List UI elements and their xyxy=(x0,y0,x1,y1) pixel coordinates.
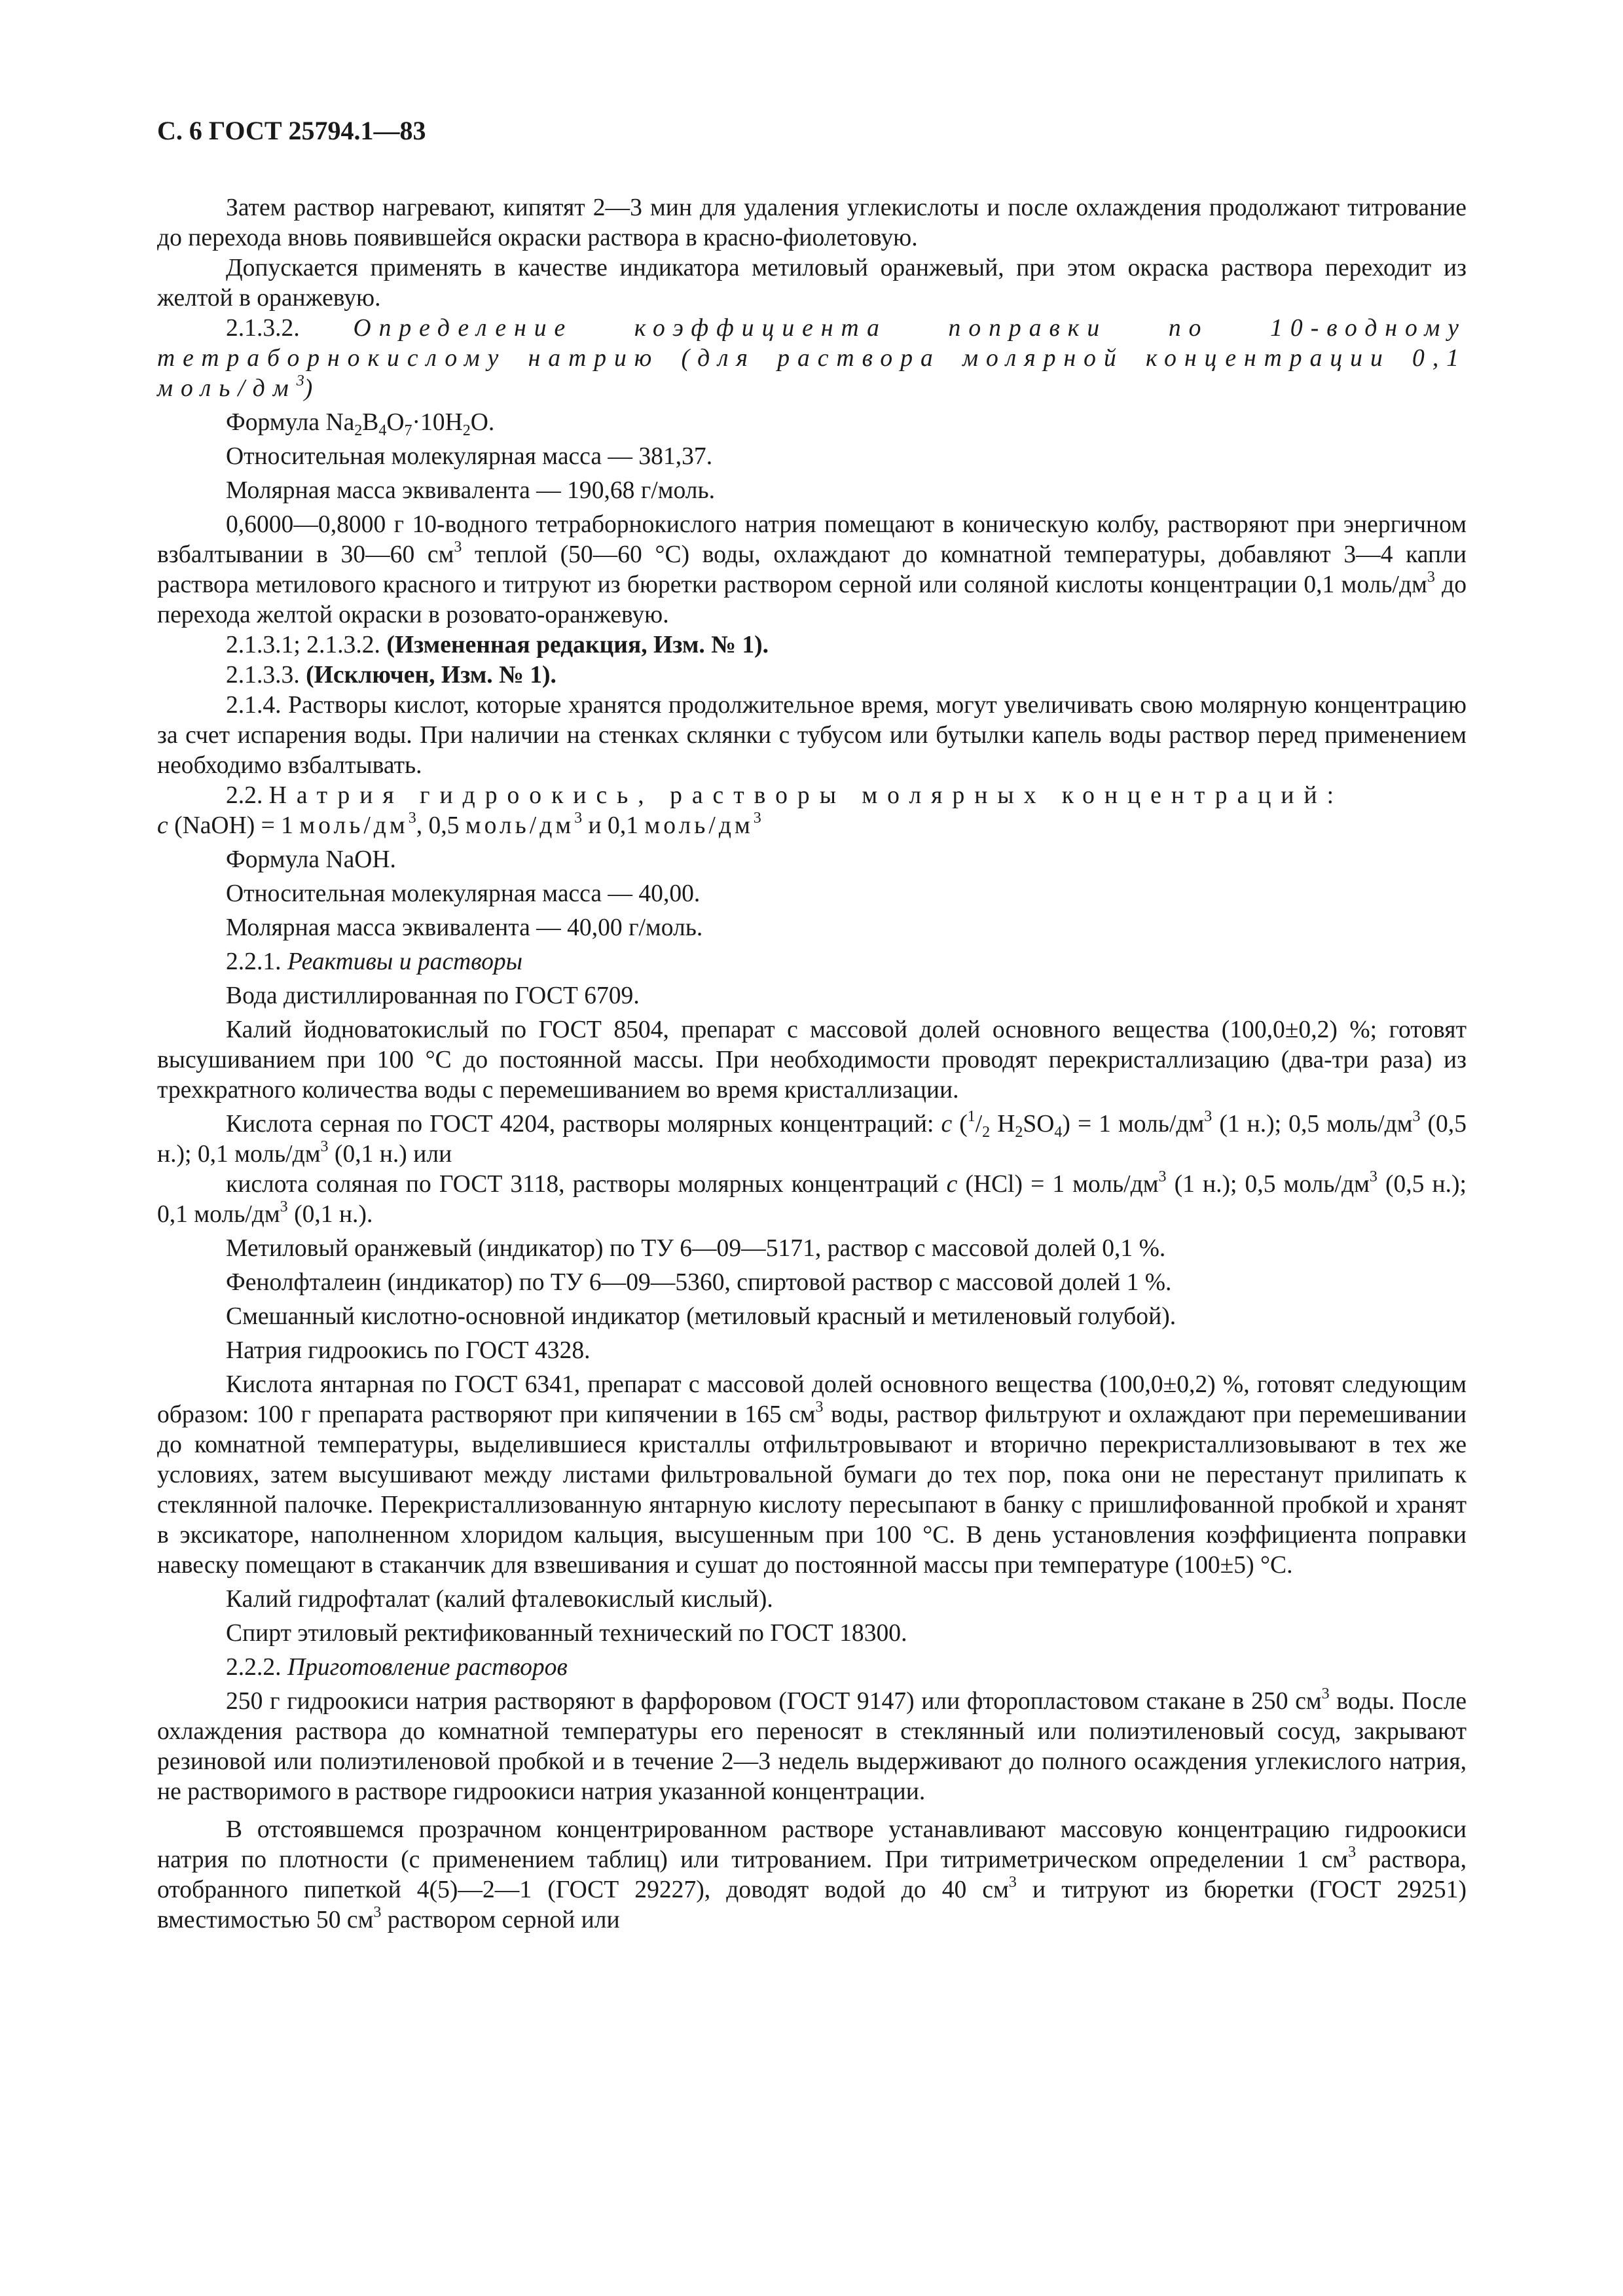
paragraph-potassium-iodate: Калий йодноватокислый по ГОСТ 8504, препарат с массовой долей основного вещества (100,0±0,2) %; готовят высушиванием при 100 °С до постоянной массы. При необходимости проводят перекристаллизацию (два-три раза) из трехкратного количества воды с перемешиванием во время кристаллизации. xyxy=(157,1016,1467,1103)
paragraph-2-1-4-storage: 2.1.4. Растворы кислот, которые хранятся продолжительное время, могут увеличивать свою молярную концентрацию за счет испарения воды. При наличии на стенках склянки с тубусом или бутылки капель воды раствор перед применением необходимо взбалтывать. xyxy=(157,692,1467,779)
paragraph-succinic-acid: Кислота янтарная по ГОСТ 6341, препарат с массовой долей основного вещества (100,0±0,2) %, готовят следующим образом: 100 г препарата растворяют при кипячении в 165 $см^3$ воды, раствор фильтруют и охлаждают при перемешивании до комнатной температуры, выделившиеся кристаллы отфильтровывают и вторично перекристаллизовывают в тех же условиях, затем высушивают между листами фильтровальной бумаги до тех пор, пока они не перестанут прилипать к стеклянной палочке. Перекристаллизованную янтарную кислоту пересыпают в банку с пришлифованной пробкой и хранят в эксикаторе, наполненном хлоридом кальция, высушенным при 100 °С. В день установления коэффициента поправки навеску помещают в стаканчик для взвешивания и сушат до постоянной массы при температуре (100±5) °С. xyxy=(157,1371,1467,1579)
section-title: Определение коэффициента поправки по 10-водному тетраборнокислому натрию (для раствора молярной концентрации 0,1 моль/дм xyxy=(157,315,1467,402)
amendment-bold: (Измененная редакция, Изм. № 1). xyxy=(386,632,769,658)
paragraph-excluded-note: 2.1.3.3. (Исключен, Изм. № 1). xyxy=(226,662,556,689)
section-number: 2.1.3.2. xyxy=(226,315,300,342)
paragraph-naoh-preparation: 250 г гидроокиси натрия растворяют в фарфоровом (ГОСТ 9147) или фторопластовом стакане в 250 $см^3$ воды. После охлаждения раствора до комнатной температуры его переносят в стеклянный или полиэтиленовый сосуд, закрывают резиновой или полиэтиленовой пробкой и в течение 2—3 недель выдерживают до полного осаждения углекислого натрия, не растворимого в растворе гидроокиси натрия указанной концентрации. xyxy=(157,1685,1467,1805)
paragraph-mixed-indicator: Смешанный кислотно-основной индикатор (метиловый красный и метиленовый голубой). xyxy=(226,1303,1176,1330)
paragraph-titration-heating: Затем раствор нагревают, кипятят 2—3 мин для удаления углекислоты и после охлаждения продолжают титрование до перехода вновь появившейся окраски раствора в красно-фиолетовую. xyxy=(157,194,1467,251)
paragraph-distilled-water: Вода дистиллированная по ГОСТ 6709. xyxy=(226,982,640,1009)
paragraph-borax-procedure: 0,6000—0,8000 г 10-водного тетраборнокислого натрия помещают в коническую колбу, растворяют при энергичном взбалтывании в 30—60 $см^3$ теплой (50—60 °С) воды, охлаждают до комнатной температуры, добавляют 3—4 капли раствора метилового красного и титруют из бюретки раствором серной или соляной кислоты концентрации 0,1 моль/$дм^3$ до перехода желтой окраски в розовато-оранжевую. xyxy=(157,511,1467,628)
excluded-bold: (Исключен, Изм. № 1). xyxy=(306,662,556,689)
paragraph-borax-formula: Формула $Na_2B_4O_7\cdot 10H_2O$. xyxy=(226,409,495,439)
section-2-2-2-heading: 2.2.2. Приготовление растворов xyxy=(226,1654,568,1681)
page-header: С. 6 ГОСТ 25794.1—83 xyxy=(157,116,426,145)
section-2-1-3-2-heading xyxy=(157,314,1467,404)
paragraph-hydrochloric-acid: кислота соляная по ГОСТ 3118, растворы молярных концентраций c (HCl) = 1 моль/$дм^3$ (1 н.); 0,5 моль/$дм^3$ (0,5 н.); 0,1 моль/$дм^3$ (0,1 н.). xyxy=(157,1168,1467,1228)
paragraph-naoh-molecular-mass: Относительная молекулярная масса — 40,00. xyxy=(226,880,701,907)
section-title: Натрия гидроокись, растворы молярных концентраций: xyxy=(268,782,1344,809)
section-title: Приготовление растворов xyxy=(287,1654,568,1681)
document-body xyxy=(157,193,1467,1935)
section-title-end: ) xyxy=(304,375,313,402)
section-2-2-heading: 2.2. Натрия гидроокись, растворы молярных концентраций: c (NaOH) = 1 моль/$дм^3$, 0,5 моль/$дм^3$ и 0,1 моль/$дм^3$ xyxy=(157,782,1344,839)
paragraph-methyl-orange-allowed: Допускается применять в качестве индикатора метиловый оранжевый, при этом окраска раствора переходит из желтой в оранжевую. xyxy=(157,255,1467,312)
paragraph-amendment-note: 2.1.3.1; 2.1.3.2. (Измененная редакция, Изм. № 1). xyxy=(226,632,769,658)
paragraph-sodium-hydroxide: Натрия гидроокись по ГОСТ 4328. xyxy=(226,1337,591,1364)
paragraph-methyl-orange: Метиловый оранжевый (индикатор) по ТУ 6—09—5171, раствор с массовой долей 0,1 %. xyxy=(226,1235,1166,1262)
paragraph-naoh-formula: Формула NaOH. xyxy=(226,846,396,873)
paragraph-ethyl-alcohol: Спирт этиловый ректификованный технический по ГОСТ 18300. xyxy=(226,1620,907,1647)
paragraph-potassium-hydrophthalate: Калий гидрофталат (калий фталевокислый кислый). xyxy=(226,1586,773,1613)
superscript: 3 xyxy=(296,372,304,389)
paragraph-sulfuric-acid: Кислота серная по ГОСТ 4204, растворы молярных концентраций: c ($^1/_2$ $H_2SO_4) = 1$ моль/$дм^3$ (1 н.); 0,5 моль/$дм^3$ (0,5 н.); 0,1 моль/$дм^3$ (0,1 н.) или xyxy=(157,1108,1467,1168)
paragraph-phenolphthalein: Фенолфталеин (индикатор) по ТУ 6—09—5360, спиртовой раствор с массовой долей 1 %. xyxy=(226,1269,1172,1296)
paragraph-naoh-concentration: В отстоявшемся прозрачном концентрированном растворе устанавливают массовую концентрацию гидроокиси натрия по плотности (с применением таблиц) или титрованием. При титриметрическом определении 1 $см^3$ раствора, отобранного пипеткой 4(5)—2—1 (ГОСТ 29227), доводят водой до 40 $см^3$ и титруют из бюретки (ГОСТ 29251) вместимостью 50 $см^3$ раствором серной или xyxy=(157,1816,1467,1933)
section-title: Реактивы и растворы xyxy=(287,948,523,975)
section-2-2-1-heading: 2.2.1. Реактивы и растворы xyxy=(226,948,523,975)
paragraph-naoh-equivalent-mass: Молярная масса эквивалента — 40,00 г/моль. xyxy=(226,914,703,941)
paragraph-borax-equivalent-mass: Молярная масса эквивалента — 190,68 г/моль. xyxy=(226,477,716,504)
paragraph-borax-molecular-mass: Относительная молекулярная масса — 381,37. xyxy=(226,443,713,470)
